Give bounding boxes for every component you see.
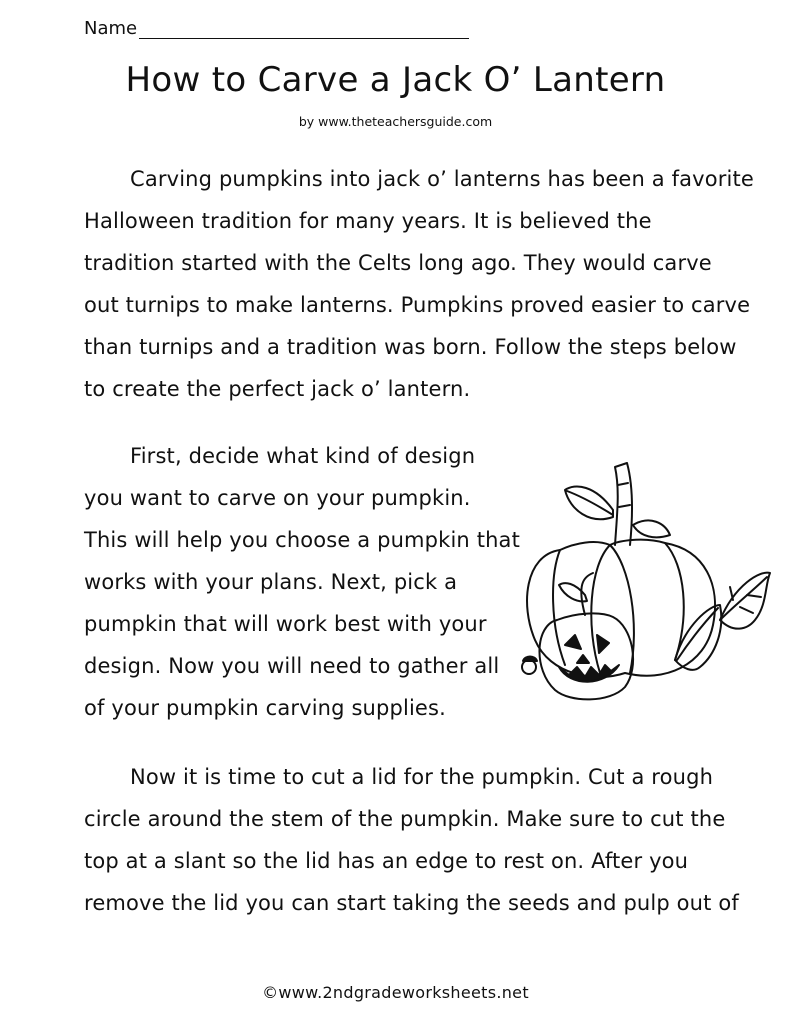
text-line: First, decide what kind of design	[130, 444, 476, 468]
text-line: tradition started with the Celts long ago. They would carve	[84, 251, 712, 275]
text-line: of your pumpkin carving supplies.	[84, 696, 446, 720]
pumpkin-jack-o-lantern-illustration-icon	[515, 455, 775, 705]
text-line: you want to carve on your pumpkin.	[84, 486, 471, 510]
text-line: remove the lid you can start taking the seeds and pulp out of	[84, 891, 739, 915]
text-line: out turnips to make lanterns. Pumpkins proved easier to carve	[84, 293, 751, 317]
name-label: Name	[84, 18, 138, 39]
text-line: than turnips and a tradition was born. Follow the steps below	[84, 335, 737, 359]
text-line: circle around the stem of the pumpkin. Make sure to cut the	[84, 807, 726, 831]
text-line: Halloween tradition for many years. It is believed the	[84, 209, 652, 233]
paragraph-design	[84, 435, 520, 729]
text-line: Now it is time to cut a lid for the pumpkin. Cut a rough	[130, 765, 714, 789]
text-line: works with your plans. Next, pick a	[84, 570, 458, 594]
text-line: design. Now you will need to gather all	[84, 654, 500, 678]
text-line: pumpkin that will work best with your	[84, 612, 487, 636]
text-line: Carving pumpkins into jack o’ lanterns has been a favorite	[130, 167, 754, 191]
paragraph-intro	[84, 158, 754, 410]
byline: by www.theteachersguide.com	[298, 114, 493, 129]
paragraph-lid	[84, 756, 739, 924]
footer-copyright: ©www.2ndgradeworksheets.net	[262, 983, 529, 1002]
text-line: to create the perfect jack o’ lantern.	[84, 377, 471, 401]
name-blank-line[interactable]	[139, 20, 469, 39]
text-line: This will help you choose a pumpkin that	[84, 528, 520, 552]
text-line: top at a slant so the lid has an edge to rest on. After you	[84, 849, 689, 873]
name-field-row	[84, 18, 469, 39]
page-title: How to Carve a Jack O’ Lantern	[125, 60, 666, 100]
